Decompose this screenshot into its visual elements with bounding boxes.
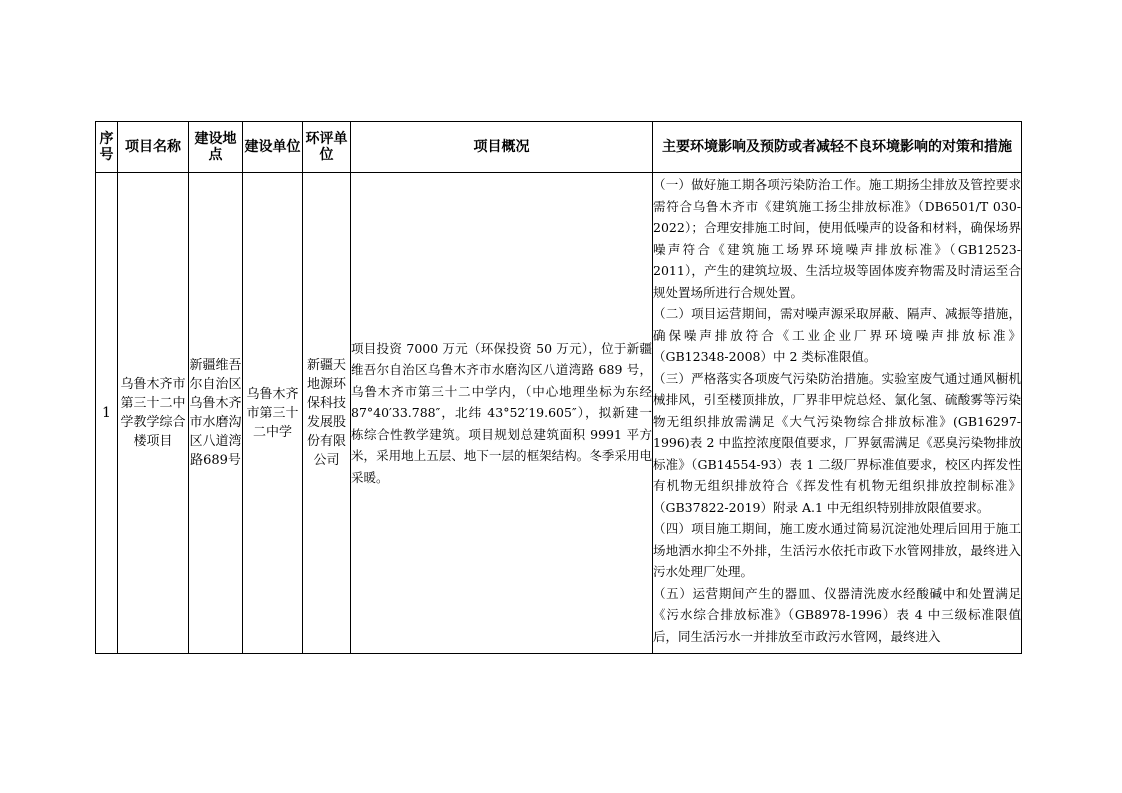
header-overview: 项目概况: [351, 122, 653, 173]
cell-location: 新疆维吾尔自治区乌鲁木齐市水磨沟区八道湾路689号: [189, 173, 243, 654]
cell-builder: 乌鲁木齐市第三十二中学: [243, 173, 303, 654]
measure-paragraph-1: （一）做好施工期各项污染防治工作。施工期扬尘排放及管控要求需符合乌鲁木齐市《建筑施工扬尘排放标准》（DB6501/T 030-2022）；合理安排施工时间，使用低噪声的设备和材料，确保场界噪声符合《建筑施工场界环境噪声排放标准》（GB12523-2011），产生的建筑垃圾、生活垃圾等固体废弃物需及时清运至合规处置场所进行合规处置。: [653, 177, 1021, 300]
cell-seq: 1: [96, 173, 118, 654]
table-header-row: [96, 122, 1022, 173]
measure-paragraph-5: （五）运营期间产生的器皿、仪器清洗废水经酸碱中和处置满足《污水综合排放标准》（GB8978-1996）表 4 中三级标准限值后，同生活污水一并排放至市政污水管网，最终进入: [653, 585, 1021, 644]
cell-eia-unit: 新疆天地源环保科技发展股份有限公司: [303, 173, 351, 654]
cell-measures: [653, 173, 1022, 654]
header-seq: 序号: [96, 122, 118, 173]
cell-overview: 项目投资 7000 万元（环保投资 50 万元），位于新疆维吾尔自治区乌鲁木齐市水磨沟区八道湾路 689 号，乌鲁木齐市第三十二中学内，（中心地理坐标为东经 87°40′33.788″，北纬 43°52′19.605″），拟新建一栋综合性教学建筑。项目规划总建筑面积 9991 平方米，采用地上五层、地下一层的框架结构。冬季采用电采暖。: [351, 173, 653, 654]
measure-paragraph-2: （二）项目运营期间，需对噪声源采取屏蔽、隔声、减振等措施，确保噪声排放符合《工业企业厂界环境噪声排放标准》（GB12348-2008）中 2 类标准限值。: [653, 306, 1021, 364]
eia-project-table: [95, 121, 1022, 654]
header-measures: 主要环境影响及预防或者减轻不良环境影响的对策和措施: [653, 122, 1022, 173]
header-builder: 建设单位: [243, 122, 303, 173]
cell-project-name: 乌鲁木齐市第三十二中学教学综合楼项目: [118, 173, 189, 654]
header-location: 建设地点: [189, 122, 243, 173]
header-project-name: 项目名称: [118, 122, 189, 173]
measure-paragraph-3: （三）严格落实各项废气污染防治措施。实验室废气通过通风橱机械排风，引至楼顶排放，厂界非甲烷总烃、氯化氢、硫酸雾等污染物无组织排放需满足《大气污染物综合排放标准》(GB16297-1996)表 2 中监控浓度限值要求，厂界氨需满足《恶臭污染物排放标准》（GB14554-93）表 1 二级厂界标准值要求，校区内挥发性有机物无组织排放符合《挥发性有机物无组织排放控制标准》（GB37822-2019）附录 A.1 中无组织特别排放限值要求。: [653, 370, 1021, 515]
table-row: [96, 173, 1022, 654]
header-eia-unit: 环评单位: [303, 122, 351, 173]
measures-text-block: [653, 174, 1021, 652]
measure-paragraph-4: （四）项目施工期间，施工废水通过简易沉淀池处理后回用于施工场地洒水抑尘不外排，生活污水依托市政下水管网排放，最终进入污水处理厂处理。: [653, 521, 1021, 579]
